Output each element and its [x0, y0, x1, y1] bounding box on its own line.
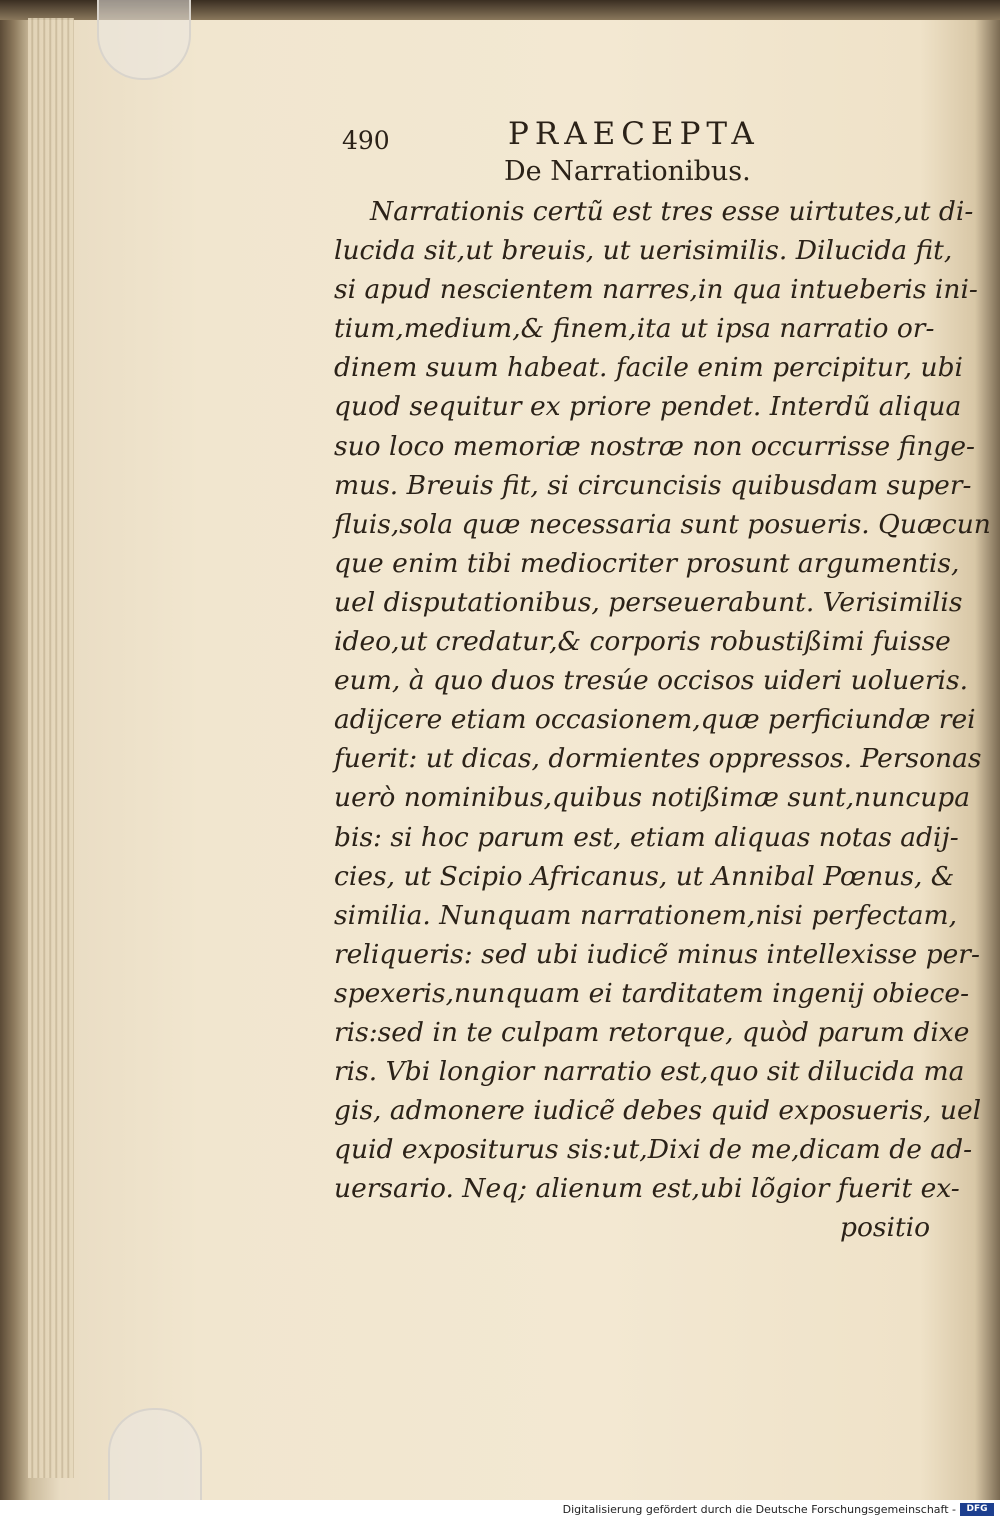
page-clip-top	[97, 0, 191, 80]
text-line: uerò nominibus,quibus notißimæ sunt,nuncupa	[334, 782, 971, 814]
text-line: quid expositurus sis:ut,Dixi de me,dicam de ad-	[334, 1134, 973, 1166]
text-line: lucida sit,ut breuis, ut uerisimilis. Dilucida fit,	[334, 235, 953, 267]
text-line: cies, ut Scipio Africanus, ut Annibal Pœnus, &	[334, 860, 955, 892]
text-line: bis: si hoc parum est, etiam aliquas notas adij-	[334, 821, 959, 853]
page-header	[334, 112, 934, 187]
catchword: positio	[840, 1212, 931, 1244]
text-line: tium,medium,& finem,ita ut ipsa narratio or-	[334, 313, 935, 345]
text-line: gis, admonere iudicẽ debes quid exposueris, uel	[334, 1095, 982, 1127]
text-line: ideo,ut credatur,& corporis robustißimi fuisse	[334, 626, 951, 658]
text-block	[334, 112, 991, 1244]
text-line: adijcere etiam occasionem,quæ perficiundæ rei	[334, 704, 976, 736]
folio-number: 490	[342, 126, 390, 155]
text-line: eum, à quo duos tresúe occisos uideri uolueris.	[334, 665, 968, 697]
text-line: ris:sed in te culpam retorque, quòd parum dixe	[334, 1016, 970, 1048]
text-line: fuerit: ut dicas, dormientes oppressos. Personas	[334, 743, 982, 775]
running-head: PRAECEPTA	[508, 116, 760, 152]
text-line: Narrationis certũ est tres esse uirtutes,ut di-	[370, 196, 974, 227]
footer-bar	[0, 1500, 1000, 1520]
text-line: mus. Breuis fit, si circuncisis quibusdam super-	[334, 469, 972, 501]
text-line: fluis,sola quæ necessaria sunt posueris. Quæcun	[334, 508, 991, 540]
text-line: spexeris,nunquam ei tarditatem ingenij obiece-	[334, 977, 970, 1009]
page-clip-bottom	[108, 1408, 202, 1502]
text-line: reliqueris: sed ubi iudicẽ minus intellexisse per-	[334, 938, 980, 970]
page-edges	[28, 18, 74, 1478]
footer-credit: Digitalisierung gefördert durch die Deutsche Forschungsgemeinschaft -	[562, 1503, 956, 1516]
text-line: que enim tibi mediocriter prosunt argumentis,	[334, 547, 960, 579]
dfg-logo: DFG	[960, 1503, 994, 1516]
text-line: si apud nescientem narres,in qua intueberis ini-	[334, 274, 978, 306]
text-line: quod sequitur ex priore pendet. Interdũ aliqua	[334, 391, 962, 423]
text-line: ris. Vbi longior narratio est,quo sit dilucida ma	[334, 1056, 965, 1088]
text-line: uel disputationibus, perseuerabunt. Verisimilis	[334, 586, 963, 618]
section-title: De Narrationibus.	[504, 156, 751, 187]
text-line: dinem suum habeat. facile enim percipitur, ubi	[334, 352, 964, 384]
body-text	[334, 192, 991, 1248]
text-line: suo loco memoriæ nostræ non occurrisse finge-	[334, 430, 976, 462]
text-line: uersario. Neq; alienum est,ubi lõgior fuerit ex-	[334, 1173, 960, 1205]
text-line: similia. Nunquam narrationem,nisi perfectam,	[334, 899, 958, 931]
